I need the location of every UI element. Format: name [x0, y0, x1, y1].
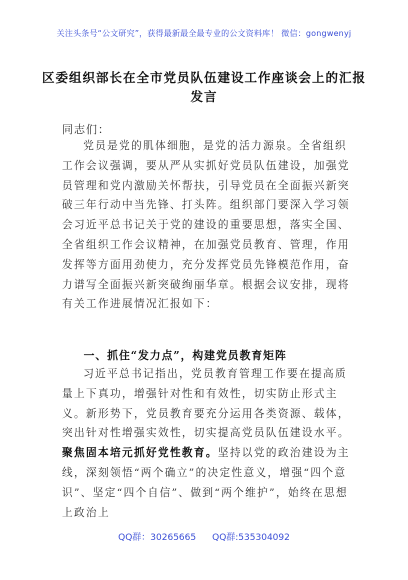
footer-qq-group-1: QQ群：30265665 [118, 533, 197, 543]
body-paragraph-2 [62, 365, 353, 523]
paragraph-2-text-b: 坚持以党的政治建设为主线，深刻领悟“两个确立”的决定性意义，增强“四个意识”、坚定“四个自信”、做到“两个维护”，始终在思想上政治上 [62, 447, 350, 519]
document-title: 区委组织部长在全市党员队伍建设工作座谈会上的汇报发言 [41, 70, 366, 104]
paragraph-2-bold-lead: 聚焦固本培元抓好党性教育。 [62, 447, 218, 460]
header-banner: 关注头条号“公文研究”，获得最新最全最专业的公文资料库！ 微信：gongwenyj [56, 29, 352, 38]
footer-qq-group-2: QQ群:535304092 [212, 533, 290, 543]
paragraph-2-text-a: 习近平总书记指出，党员教育管理工作要在提高质量上下真功，增强针对性和有效性，切实防止形式主义。新形势下，党员教育要充分运用各类资源、载体，突出针对性增强实效性，切实提高党员队伍建设水平。 [62, 368, 350, 440]
body-paragraph-1: 党员是党的肌体细胞，是党的活力源泉。全省组织工作会议强调，要从严从实抓好党员队伍建设，加强党员管理和党内激励关怀帮扶，引导党员在全面振兴新突破三年行动中当先锋、打头阵。组织部门要深入学习领会习近平总书记关于党的建设的重要思想，落实全国、全省组织工作会议精神，在加强党员教育、管理，作用发挥等方面用劲使力，充分发挥党员先锋模范作用，奋力谱写全面振兴新突破绚丽华章。根据会议安排，现将有关工作进展情况汇报如下： [62, 140, 350, 311]
section-heading-1: 一、抓住“发力点”，构建党员教育矩阵 [83, 349, 287, 362]
salutation: 同志们： [62, 123, 110, 136]
footer-contact [0, 532, 408, 544]
